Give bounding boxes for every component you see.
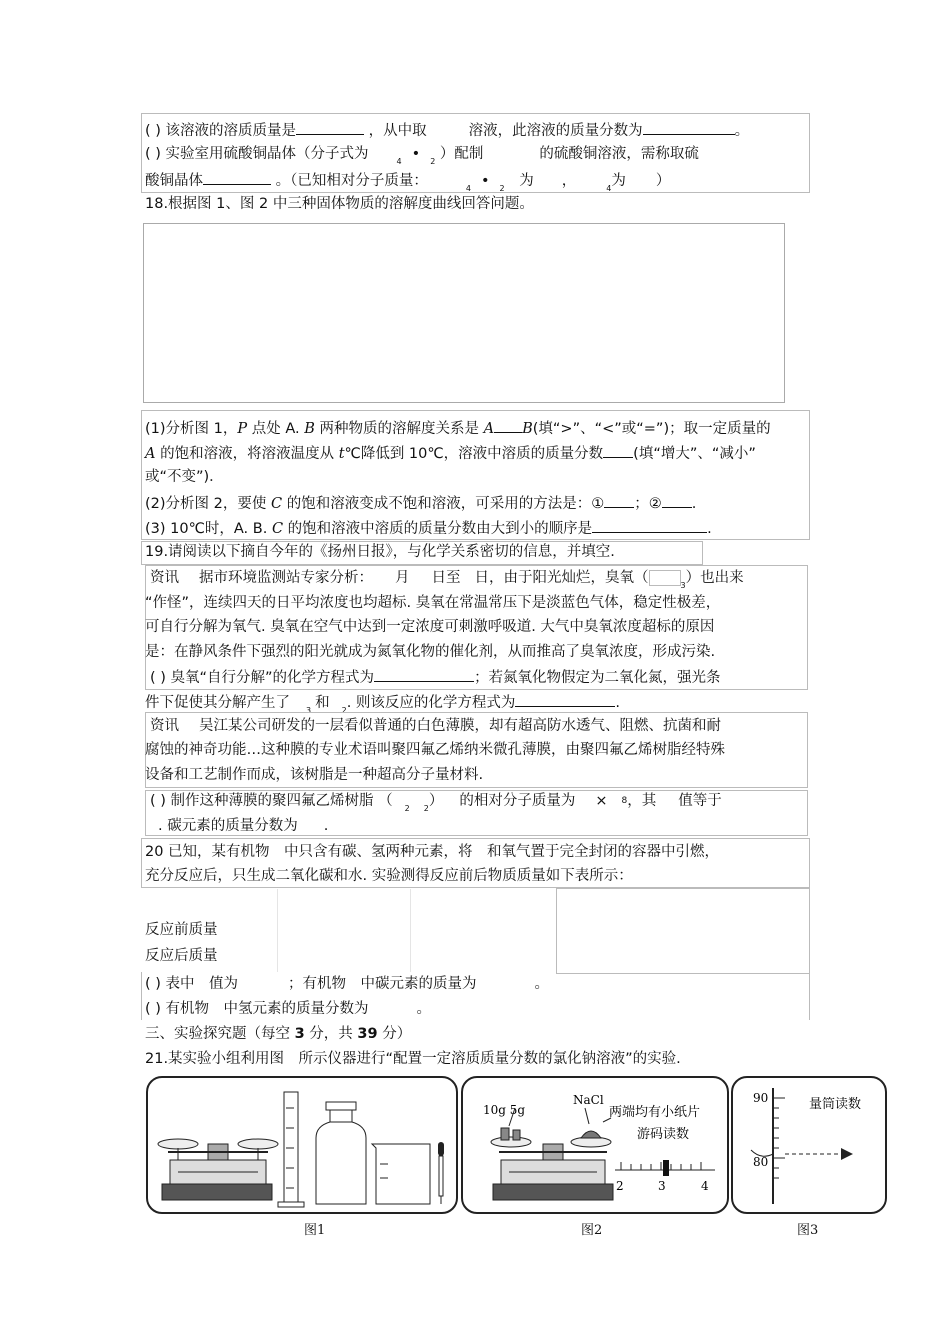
rider-reading-label: 游码读数 — [637, 1127, 690, 1142]
figure3-caption: 图3 — [797, 1223, 819, 1238]
blank[interactable] — [604, 493, 634, 508]
q20-row-before: 反应前质量 — [145, 922, 218, 938]
q20-l1: 20 已知，某有机物 中只含有碳、氢两种元素，将 和氧气置于完全封闭的容器中引燃， — [145, 844, 720, 860]
q18-title: 18.根据图 1、图 2 中三种固体物质的溶解度曲线回答问题。 — [145, 196, 534, 212]
blank[interactable] — [603, 443, 633, 458]
q18-figure-placeholder — [143, 223, 785, 403]
graduated-cylinder-icon — [278, 1092, 304, 1207]
rider-scale — [615, 1160, 715, 1176]
q19-r8: 腐蚀的神奇功能…这种膜的专业术语叫聚四氟乙烯纳米微孔薄膜，由聚四氟乙烯树脂经特殊 — [145, 742, 725, 758]
q20-a2: ( ) 有机物 中氢元素的质量分数为 。 — [145, 1001, 432, 1017]
blank[interactable] — [296, 120, 364, 135]
note-paper-label: 两端均有小纸片 — [609, 1105, 701, 1120]
eye-icon — [841, 1148, 853, 1160]
q19-r7: 资讯 吴江某公司研发的一层看似普通的白色薄膜，却有超高防水透气、阻燃、抗菌和耐 — [150, 718, 721, 734]
q18-p5: (3) 10℃时，A. B. C 的饱和溶液中溶质的质量分数由大到小的顺序是 . — [145, 518, 712, 538]
reading-label: 量筒读数 — [809, 1097, 862, 1112]
q20-a1: ( ) 表中 值为 ；有机物 中碳元素的质量为 。 — [145, 976, 550, 992]
q17-line3: 酸铜晶体 。（已知相对分子质量： $_4$ • $_2$ 为 ， $_4$为 ） — [145, 170, 670, 192]
q17-line1: ( ) 该溶液的溶质质量是 ，从中取 溶液，此溶液的质量分数为 。 — [145, 120, 749, 140]
tick-label: 4 — [701, 1179, 709, 1193]
figure3-drawing — [733, 1078, 885, 1212]
figure1 — [146, 1076, 458, 1214]
q20-table-col2 — [410, 889, 411, 972]
blank[interactable] — [203, 170, 271, 185]
q19-r2: “作怪”，连续四天的日平均浓度也均超标. 臭氧在常温常压下是淡蓝色气体，稳定性极差， — [145, 595, 721, 611]
figure2-caption: 图2 — [581, 1223, 603, 1238]
balance-icon — [158, 1139, 278, 1200]
section3-title: 三、实验探究题（每空 3 分，共 39 分） — [145, 1026, 412, 1042]
cylinder-scale — [751, 1088, 785, 1204]
balance-icon — [491, 1128, 613, 1200]
blank[interactable] — [515, 692, 615, 707]
blank[interactable] — [643, 120, 735, 135]
figure1-caption: 图1 — [304, 1223, 326, 1238]
blank[interactable] — [592, 518, 707, 533]
q19-r9: 设备和工艺制作而成，该树脂是一种超高分子量材料. — [145, 767, 484, 783]
figure3 — [731, 1076, 887, 1214]
dropper-icon — [438, 1142, 444, 1204]
scale-80: 80 — [753, 1155, 769, 1169]
q19-r6: 件下促使其分解产生了 $_3$ 和 $_2$. 则该反应的化学方程式为 . — [145, 692, 620, 714]
q18-p3: 或“不变”)． — [145, 469, 224, 485]
beaker-icon — [372, 1144, 430, 1204]
figure1-drawing — [148, 1078, 456, 1212]
q18-p1: (1)分析图 1，P 点处 A. B 两种物质的溶解度关系是 A B(填“>”、“<”或“=”)；取一定质量的 — [145, 418, 771, 438]
figure2 — [461, 1076, 729, 1214]
weights-label: 10g 5g — [483, 1103, 526, 1117]
q19-title: 19.请阅读以下摘自今年的《扬州日报》，与化学关系密切的信息，并填空. — [145, 544, 615, 560]
figure2-drawing — [463, 1078, 727, 1212]
q18-p4: (2)分析图 2，要使 C 的饱和溶液变成不饱和溶液，可采用的方法是：① ；② . — [145, 493, 696, 513]
q19-r5: ( ) 臭氧“自行分解”的化学方程式为 ；若氮氧化物假定为二氧化氮，强光条 — [150, 667, 721, 687]
q19-r1: 资讯 据市环境监测站专家分析： 月 日至 日，由于阳光灿烂，臭氧（ $_3$）也出来 — [150, 570, 744, 590]
scale-90: 90 — [753, 1091, 769, 1105]
q19-r10: ( ) 制作这种薄膜的聚四氟乙烯树脂 （ $_2$ $_2$） 的相对分子质量为 × $^8$，其 值等于 — [150, 793, 722, 813]
q20-table — [277, 889, 278, 972]
q20-l2: 充分反应后，只生成二氧化碳和水. 实验测得反应前后物质质量如下表所示： — [145, 868, 633, 884]
q21-title: 21.某实验小组利用图 所示仪器进行“配置一定溶质质量分数的氯化钠溶液”的实验. — [145, 1051, 681, 1067]
blank[interactable] — [374, 667, 474, 682]
q20-table-right-cell — [556, 888, 810, 974]
q19-r4: 是：在静风条件下强烈的阳光就成为氮氧化物的催化剂，从而推高了臭氧浓度，形成污染. — [145, 644, 716, 660]
nacl-label: NaCl — [573, 1093, 604, 1107]
blank[interactable] — [494, 418, 522, 433]
q18-p2: A 的饱和溶液，将溶液温度从 t℃降低到 10℃，溶液中溶质的质量分数 (填“增大”、“减小” — [145, 443, 756, 463]
tick-label: 2 — [616, 1179, 624, 1193]
reagent-bottle-icon — [316, 1102, 366, 1204]
q17-line2: ( ) 实验室用硫酸铜晶体（分子式为 $_4$ • $_2$ ）配制 的硫酸铜溶液，需称取硫 — [145, 146, 699, 166]
q19-r11: . 碳元素的质量分数为 . — [158, 818, 329, 834]
q20-row-after: 反应后质量 — [145, 948, 218, 964]
q19-r3: 可自行分解为氧气. 臭氧在空气中达到一定浓度可刺激呼吸道. 大气中臭氧浓度超标的原因 — [145, 619, 715, 635]
tick-label: 3 — [658, 1179, 666, 1193]
blank[interactable] — [662, 493, 692, 508]
